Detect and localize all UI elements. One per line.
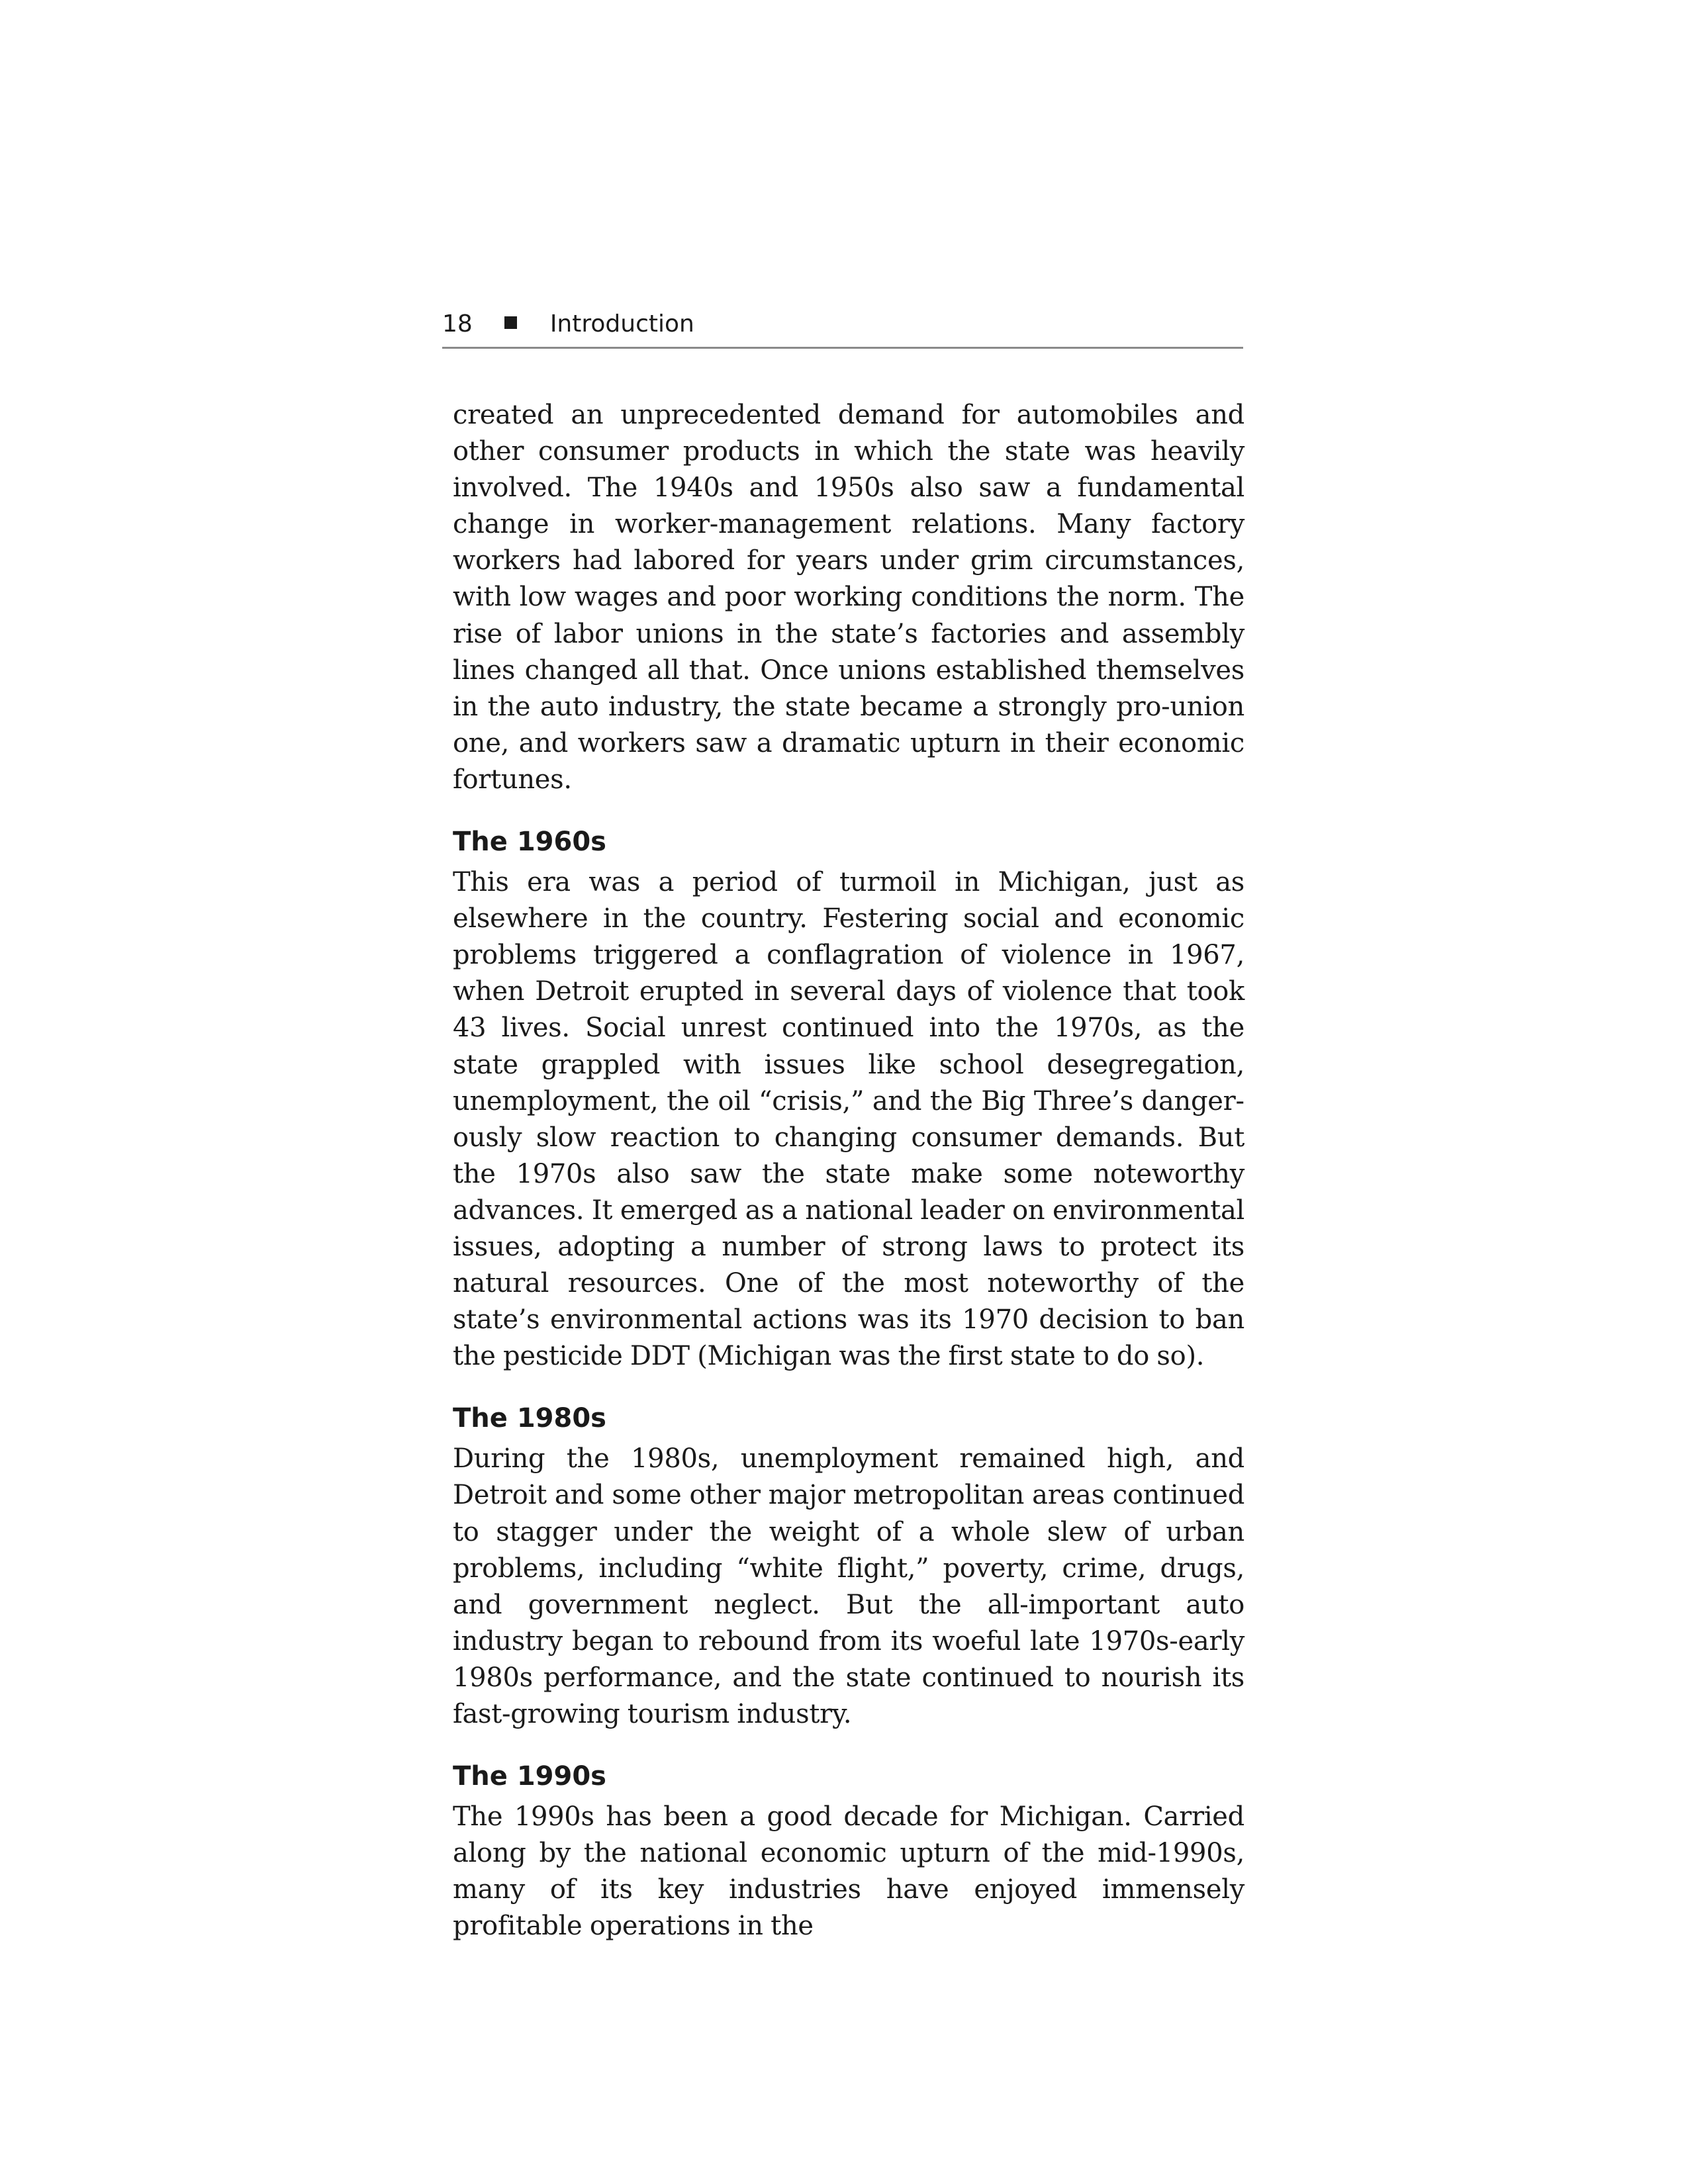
page-content bbox=[453, 397, 1244, 1944]
section-heading-1960s: The 1960s bbox=[453, 827, 606, 858]
section-paragraph-1980s: During the 1980s, unemployment remained high, and Detroit and some other major metropolitan areas continued to stagger under the weight of a whole slew of urban problems, including “white flight,” poverty, crime, drugs, and government neglect. But the all-important auto industry began to rebound from its woeful late 1970s-early 1980s performance, and the state continued to nourish its fast-growing tourism industry. bbox=[453, 1443, 1244, 1729]
running-title: Introduction bbox=[549, 310, 694, 338]
square-bullet-icon bbox=[504, 316, 517, 329]
page-number: 18 bbox=[442, 310, 473, 338]
section-heading-1990s: The 1990s bbox=[453, 1761, 606, 1792]
section-paragraph-1960s: This era was a period of turmoil in Michigan, just as elsewhere in the country. Festering social and economic problems triggered a conflagration of violence in 1967, when Detroit erupted in several days of violence that took 43 lives. Social unrest continued into the 1970s, as the state grappled with issues like school desegregation, unemployment, the oil “crisis,” and the Big Three’s dangerously slow reaction to changing consumer demands. But the 1970s also saw the state make some noteworthy advances. It emerged as a national leader on environmental issues, adopting a number of strong laws to protect its natural resources. One of the most noteworthy of the state’s environmental actions was its 1970 decision to ban the pesticide DDT (Michigan was the first state to do so). bbox=[453, 867, 1244, 1372]
opening-paragraph: created an unprecedented demand for automobiles and other consumer products in which the state was heavily involved. The 1940s and 1950s also saw a fundamental change in worker-management relations. Many factory workers had labored for years under grim circumstances, with low wages and poor working conditions the norm. The rise of labor unions in the state’s factories and assembly lines changed all that. Once unions established themselves in the auto industry, the state became a strongly pro-union one, and workers saw a dramatic upturn in their economic fortunes. bbox=[453, 400, 1244, 795]
section-paragraph-1990s: The 1990s has been a good decade for Michigan. Carried along by the national economic upturn of the mid-1990s, many of its key industries have enjoyed immensely profitable operations in the bbox=[453, 1801, 1244, 1942]
page-header bbox=[442, 306, 1243, 349]
section-heading-1980s: The 1980s bbox=[453, 1403, 606, 1434]
